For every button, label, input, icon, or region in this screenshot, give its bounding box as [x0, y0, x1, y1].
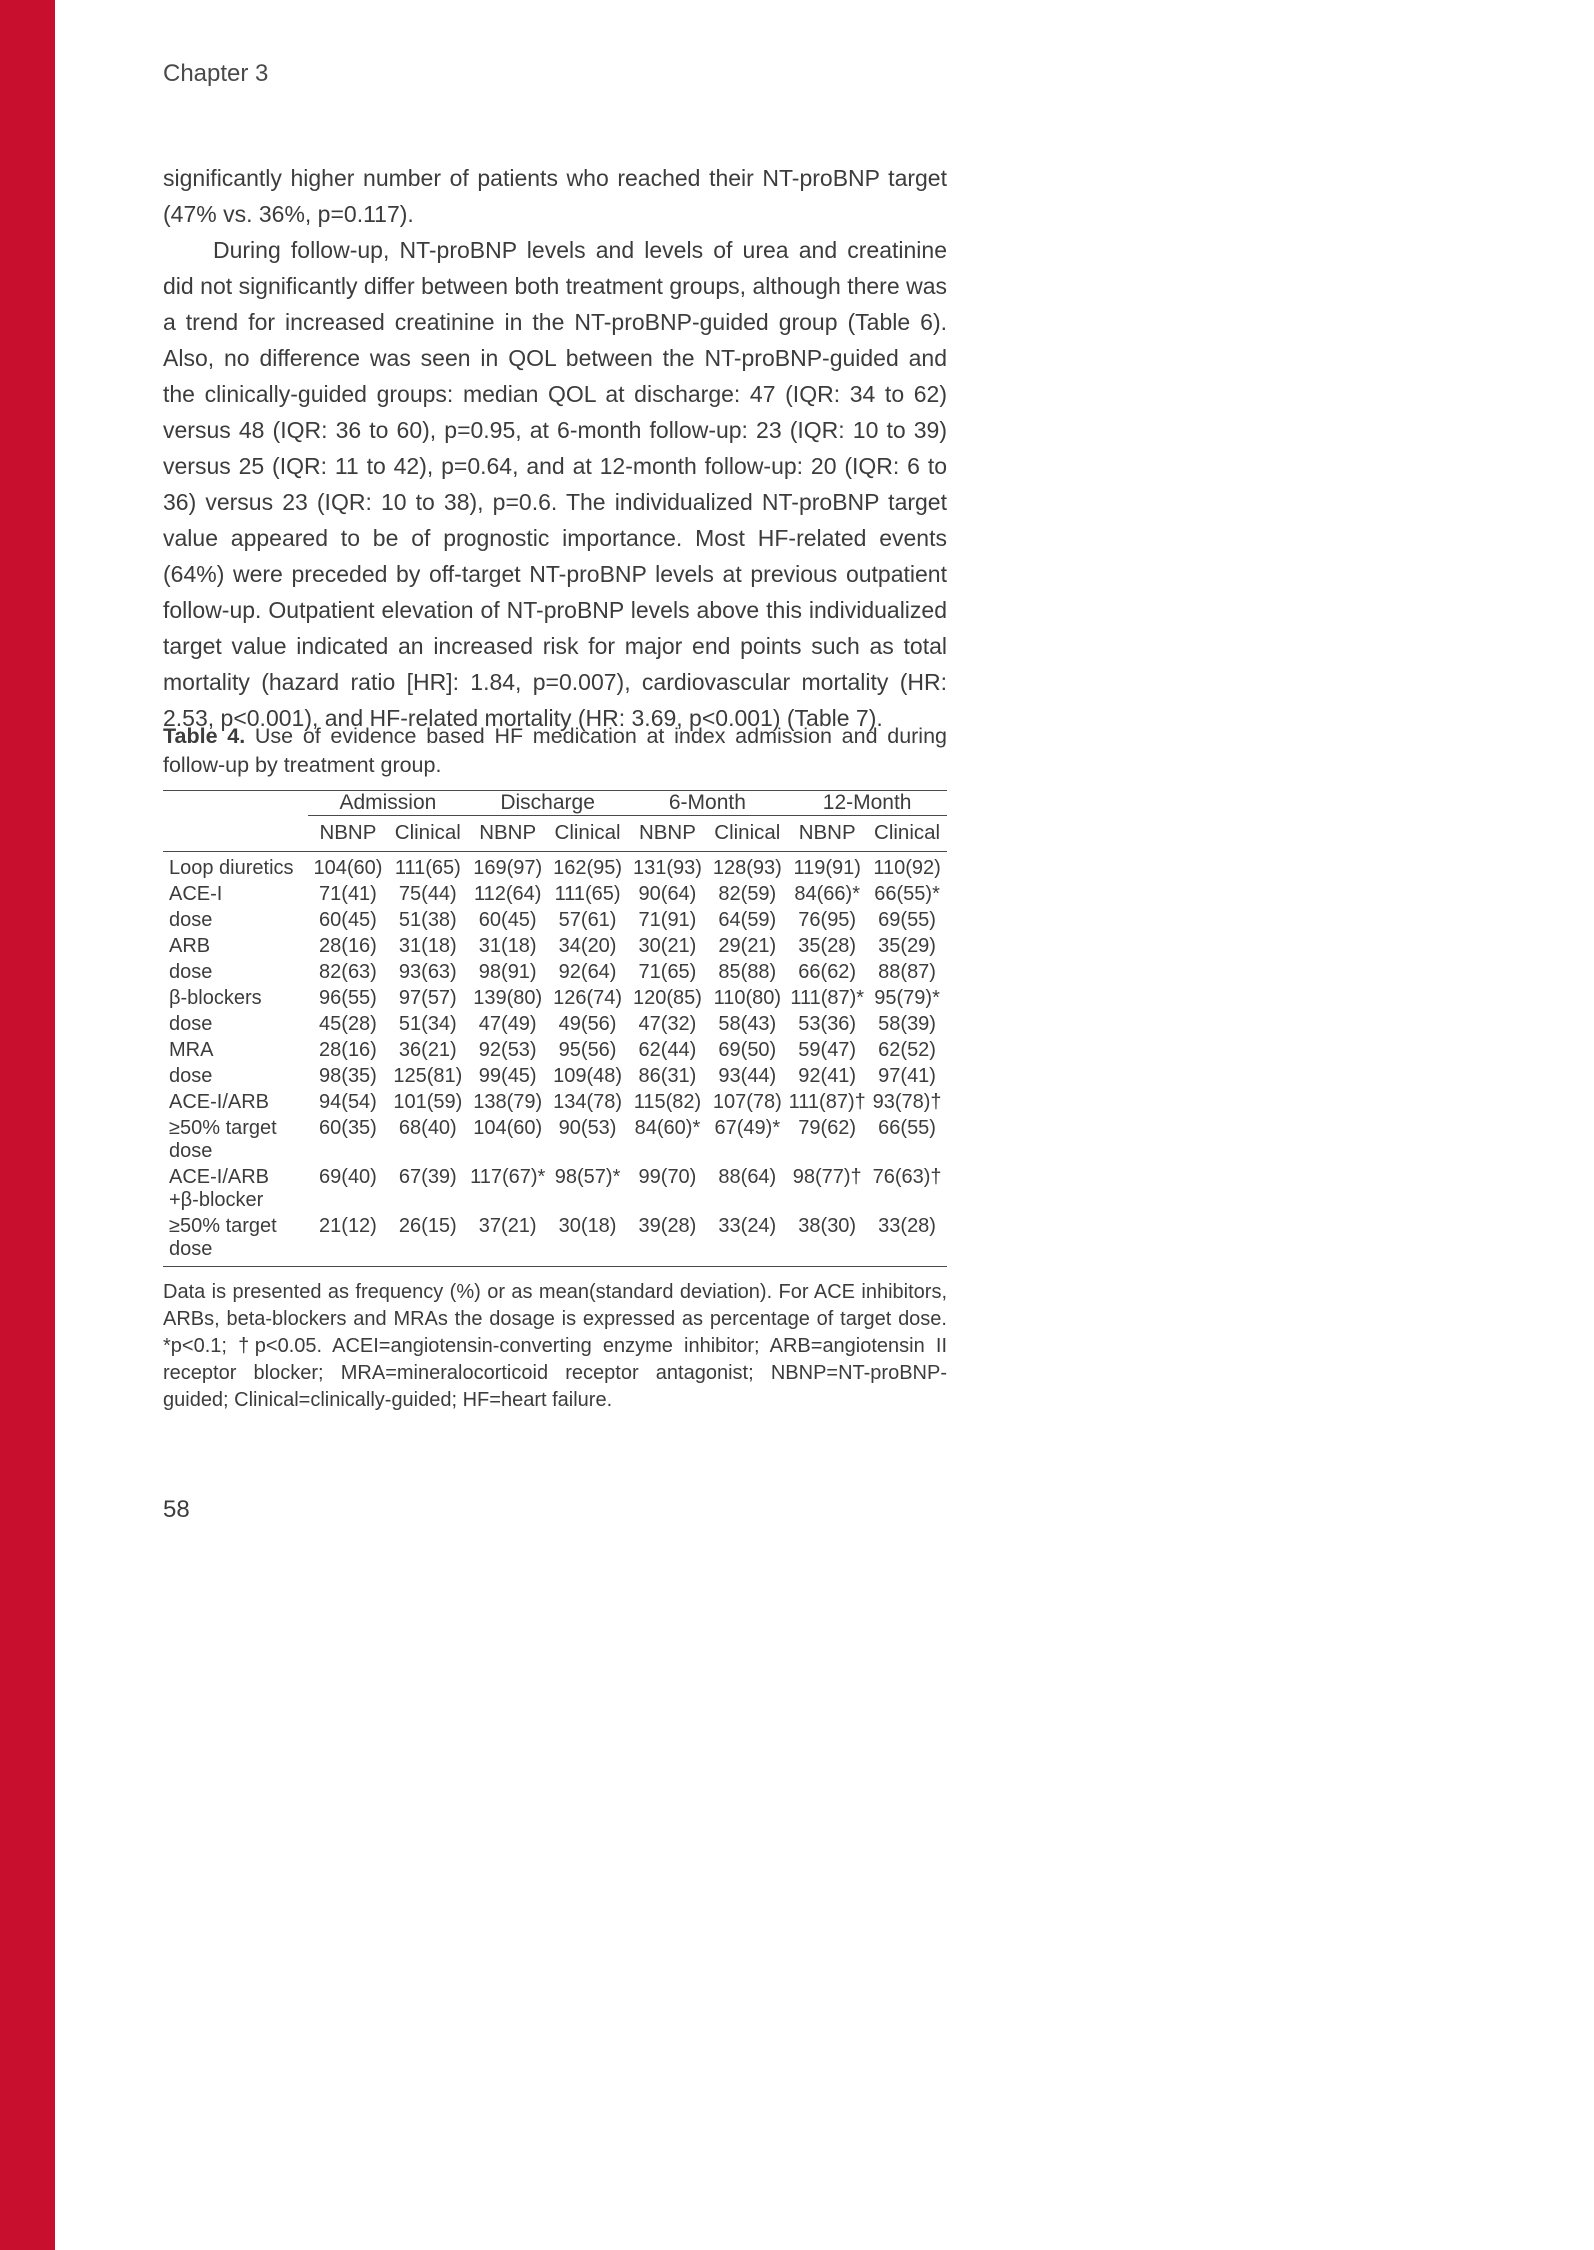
- row-value: 90(64): [638, 883, 697, 905]
- row-value: 34(20): [558, 935, 617, 957]
- row-value: 120(85): [632, 987, 702, 1009]
- table-row: [163, 1165, 947, 1214]
- row-value: 60(45): [319, 909, 377, 931]
- row-value: 33(28): [878, 1215, 936, 1237]
- table-row: [163, 1012, 947, 1038]
- row-value: 86(31): [638, 1065, 697, 1087]
- row-value: 36(21): [398, 1039, 457, 1061]
- row-value: 60(35): [319, 1117, 377, 1139]
- row-value: 45(28): [319, 1013, 377, 1035]
- row-label: ≥50% target dose: [169, 1117, 277, 1162]
- row-value: 93(63): [398, 961, 457, 983]
- row-value: 30(21): [638, 935, 697, 957]
- row-value: 126(74): [553, 987, 623, 1009]
- table-footnote: Data is presented as frequency (%) or as mean(standard deviation). For ACE inhibitors, ARBs, beta-blockers and MRAs the dosage is expressed as percentage of target dose. *p<0.1; †p<0.05. ACEI=angiotensin-converting enzyme inhibitor; ARB=angiotensin II receptor blocker; MRA=mineralocorticoid receptor antagonist; NBNP=NT-proBNP-guided; Clinical=clinically-guided; HF=heart failure.: [163, 1281, 947, 1411]
- table-row: [163, 934, 947, 960]
- row-value: 111(87)*: [790, 987, 865, 1009]
- row-value: 31(18): [398, 935, 457, 957]
- row-value: 38(30): [798, 1215, 857, 1237]
- row-value: 88(87): [878, 961, 936, 983]
- column-subheader: Clinical: [388, 816, 468, 852]
- table-row: [163, 852, 947, 883]
- row-label: ACE-I/ARB: [169, 1091, 270, 1113]
- row-label: ACE-I: [169, 883, 223, 905]
- row-value: 75(44): [398, 883, 457, 905]
- row-value: 92(64): [558, 961, 617, 983]
- row-value: 82(59): [718, 883, 777, 905]
- column-subheader: NBNP: [628, 816, 708, 852]
- table-row: [163, 986, 947, 1012]
- row-value: 84(60)*: [634, 1117, 701, 1139]
- row-value: 109(48): [553, 1065, 623, 1087]
- row-value: 30(18): [558, 1215, 617, 1237]
- row-value: 39(28): [638, 1215, 697, 1237]
- row-value: 107(78): [712, 1091, 782, 1113]
- table-corner-cell: [163, 791, 308, 816]
- row-label: Loop diuretics: [169, 857, 294, 879]
- row-label: ACE-I/ARB +β-blocker: [169, 1166, 270, 1211]
- row-value: 134(78): [553, 1091, 623, 1113]
- row-value: 28(16): [319, 935, 377, 957]
- row-value: 85(88): [718, 961, 777, 983]
- row-value: 58(39): [878, 1013, 936, 1035]
- column-subheader: Clinical: [707, 816, 787, 852]
- row-value: 95(79)*: [874, 987, 940, 1009]
- row-value: 68(40): [398, 1117, 457, 1139]
- row-value: 112(64): [473, 883, 542, 905]
- row-value: 69(40): [319, 1166, 377, 1188]
- page-number: 58: [163, 1496, 190, 1523]
- row-value: 49(56): [558, 1013, 617, 1035]
- row-value: 93(44): [718, 1065, 777, 1087]
- row-value: 21(12): [319, 1215, 377, 1237]
- row-value: 93(78)†: [872, 1091, 942, 1113]
- row-value: 99(45): [478, 1065, 537, 1087]
- row-value: 69(50): [718, 1039, 777, 1061]
- row-value: 71(65): [638, 961, 697, 983]
- row-value: 84(66)*: [794, 883, 860, 905]
- table-body: [163, 852, 947, 1267]
- row-value: 128(93): [712, 857, 782, 879]
- table-row: [163, 908, 947, 934]
- column-group-header: Admission: [308, 791, 468, 816]
- table-subheader-row: [163, 816, 947, 852]
- column-subheader: Clinical: [867, 816, 947, 852]
- row-value: 98(77)†: [792, 1166, 862, 1188]
- row-value: 111(65): [394, 857, 461, 879]
- row-value: 96(55): [319, 987, 377, 1009]
- row-value: 82(63): [319, 961, 377, 983]
- row-value: 110(92): [873, 857, 941, 879]
- chapter-header: Chapter 3: [163, 60, 269, 87]
- row-label: ARB: [169, 935, 211, 957]
- table-caption-label: Table 4.: [163, 724, 246, 748]
- row-value: 111(87)†: [788, 1091, 866, 1113]
- column-subheader: NBNP: [468, 816, 548, 852]
- row-label: MRA: [169, 1039, 214, 1061]
- page-content: [163, 0, 947, 2250]
- row-value: 28(16): [319, 1039, 377, 1061]
- row-value: 110(80): [713, 987, 782, 1009]
- row-value: 99(70): [638, 1166, 697, 1188]
- row-value: 47(32): [638, 1013, 697, 1035]
- row-value: 94(54): [319, 1091, 377, 1113]
- row-value: 60(45): [478, 909, 537, 931]
- column-group-header: 12-Month: [787, 791, 947, 816]
- table-group-row: [163, 791, 947, 816]
- table-row: [163, 960, 947, 986]
- table-row: [163, 1090, 947, 1116]
- row-value: 125(81): [393, 1065, 463, 1087]
- row-value: 37(21): [478, 1215, 537, 1237]
- table-row: [163, 1064, 947, 1090]
- row-value: 79(62): [798, 1117, 857, 1139]
- column-group-header: 6-Month: [628, 791, 788, 816]
- row-value: 101(59): [393, 1091, 463, 1113]
- row-value: 115(82): [633, 1091, 702, 1113]
- row-value: 35(28): [798, 935, 857, 957]
- row-value: 92(41): [798, 1065, 857, 1087]
- row-value: 67(39): [398, 1166, 457, 1188]
- row-value: 64(59): [718, 909, 777, 931]
- column-subheader: Clinical: [548, 816, 628, 852]
- row-label: ≥50% target dose: [169, 1215, 277, 1260]
- row-label: dose: [169, 909, 213, 931]
- row-value: 69(55): [878, 909, 936, 931]
- row-value: 71(41): [319, 883, 377, 905]
- row-value: 139(80): [473, 987, 543, 1009]
- column-subheader: NBNP: [787, 816, 867, 852]
- row-value: 53(36): [798, 1013, 857, 1035]
- row-value: 76(95): [798, 909, 857, 931]
- row-value: 67(49)*: [714, 1117, 781, 1139]
- row-value: 47(49): [478, 1013, 537, 1035]
- paragraph-2: During follow-up, NT-proBNP levels and levels of urea and creatinine did not significantly differ between both treatment groups, although there was a trend for increased creatinine in the NT-proBNP-guided group (Table 6). Also, no difference was seen in QOL between the NT-proBNP-guided and the clinically-guided groups: median QOL at discharge: 47 (IQR: 34 to 62) versus 48 (IQR: 36 to 60), p=0.95, at 6-month follow-up: 23 (IQR: 10 to 39) versus 25 (IQR: 11 to 42), p=0.64, and at 12-month follow-up: 20 (IQR: 6 to 36) versus 23 (IQR: 10 to 38), p=0.6. The individualized NT-proBNP target value appeared to be of prognostic importance. Most HF-related events (64%) were preceded by off-target NT-proBNP levels at previous outpatient follow-up. Outpatient elevation of NT-proBNP levels above this individualized target value indicated an increased risk for major end points such as total mortality (hazard ratio [HR]: 1.84, p=0.007), cardiovascular mortality (HR: 2.53, p<0.001), and HF-related mortality (HR: 3.69, p<0.001) (Table 7).: [163, 237, 947, 731]
- body-text: [163, 160, 947, 736]
- row-value: 51(38): [398, 909, 457, 931]
- row-label: dose: [169, 1013, 213, 1035]
- row-value: 66(55)*: [874, 883, 940, 905]
- table-section: [163, 722, 947, 1414]
- row-label: dose: [169, 1065, 213, 1087]
- row-value: 98(91): [478, 961, 537, 983]
- accent-bar: [0, 0, 55, 2250]
- table-row: [163, 1214, 947, 1267]
- row-value: 169(97): [473, 857, 543, 879]
- row-value: 71(91): [638, 909, 697, 931]
- table-caption-text: Use of evidence based HF medication at index admission and during follow-up by treatment group.: [163, 724, 947, 777]
- row-value: 138(79): [473, 1091, 543, 1113]
- row-value: 59(47): [798, 1039, 857, 1061]
- row-value: 88(64): [718, 1166, 777, 1188]
- table-row: [163, 1038, 947, 1064]
- row-value: 62(52): [878, 1039, 936, 1061]
- row-value: 97(41): [878, 1065, 936, 1087]
- row-value: 90(53): [558, 1117, 617, 1139]
- row-value: 131(93): [632, 857, 702, 879]
- row-value: 117(67)*: [470, 1166, 546, 1188]
- row-value: 98(57)*: [554, 1166, 621, 1188]
- row-value: 119(91): [793, 857, 861, 879]
- row-value: 162(95): [553, 857, 623, 879]
- column-subheader: NBNP: [308, 816, 388, 852]
- row-value: 111(65): [554, 883, 621, 905]
- row-value: 57(61): [558, 909, 617, 931]
- table-row: [163, 882, 947, 908]
- row-label: dose: [169, 961, 213, 983]
- row-value: 29(21): [718, 935, 777, 957]
- row-value: 26(15): [398, 1215, 457, 1237]
- row-value: 98(35): [319, 1065, 377, 1087]
- row-value: 33(24): [718, 1215, 777, 1237]
- row-value: 97(57): [398, 987, 457, 1009]
- medication-table: [163, 790, 947, 1267]
- row-value: 35(29): [878, 935, 936, 957]
- column-group-header: Discharge: [468, 791, 628, 816]
- row-value: 31(18): [478, 935, 537, 957]
- row-value: 95(56): [558, 1039, 617, 1061]
- table-row: [163, 1116, 947, 1165]
- row-value: 66(62): [798, 961, 857, 983]
- row-value: 104(60): [313, 857, 383, 879]
- row-label: β-blockers: [169, 987, 262, 1009]
- row-value: 51(34): [398, 1013, 457, 1035]
- paragraph-1: significantly higher number of patients who reached their NT-proBNP target (47% vs. 36%, p=0.117).: [163, 165, 947, 227]
- row-value: 92(53): [478, 1039, 537, 1061]
- row-value: 58(43): [718, 1013, 777, 1035]
- row-value: 66(55): [878, 1117, 936, 1139]
- row-value: 62(44): [638, 1039, 697, 1061]
- row-value: 104(60): [473, 1117, 543, 1139]
- row-value: 76(63)†: [872, 1166, 942, 1188]
- table-subheader-corner: [163, 816, 308, 852]
- table-caption: [163, 722, 947, 780]
- table-head: [163, 791, 947, 852]
